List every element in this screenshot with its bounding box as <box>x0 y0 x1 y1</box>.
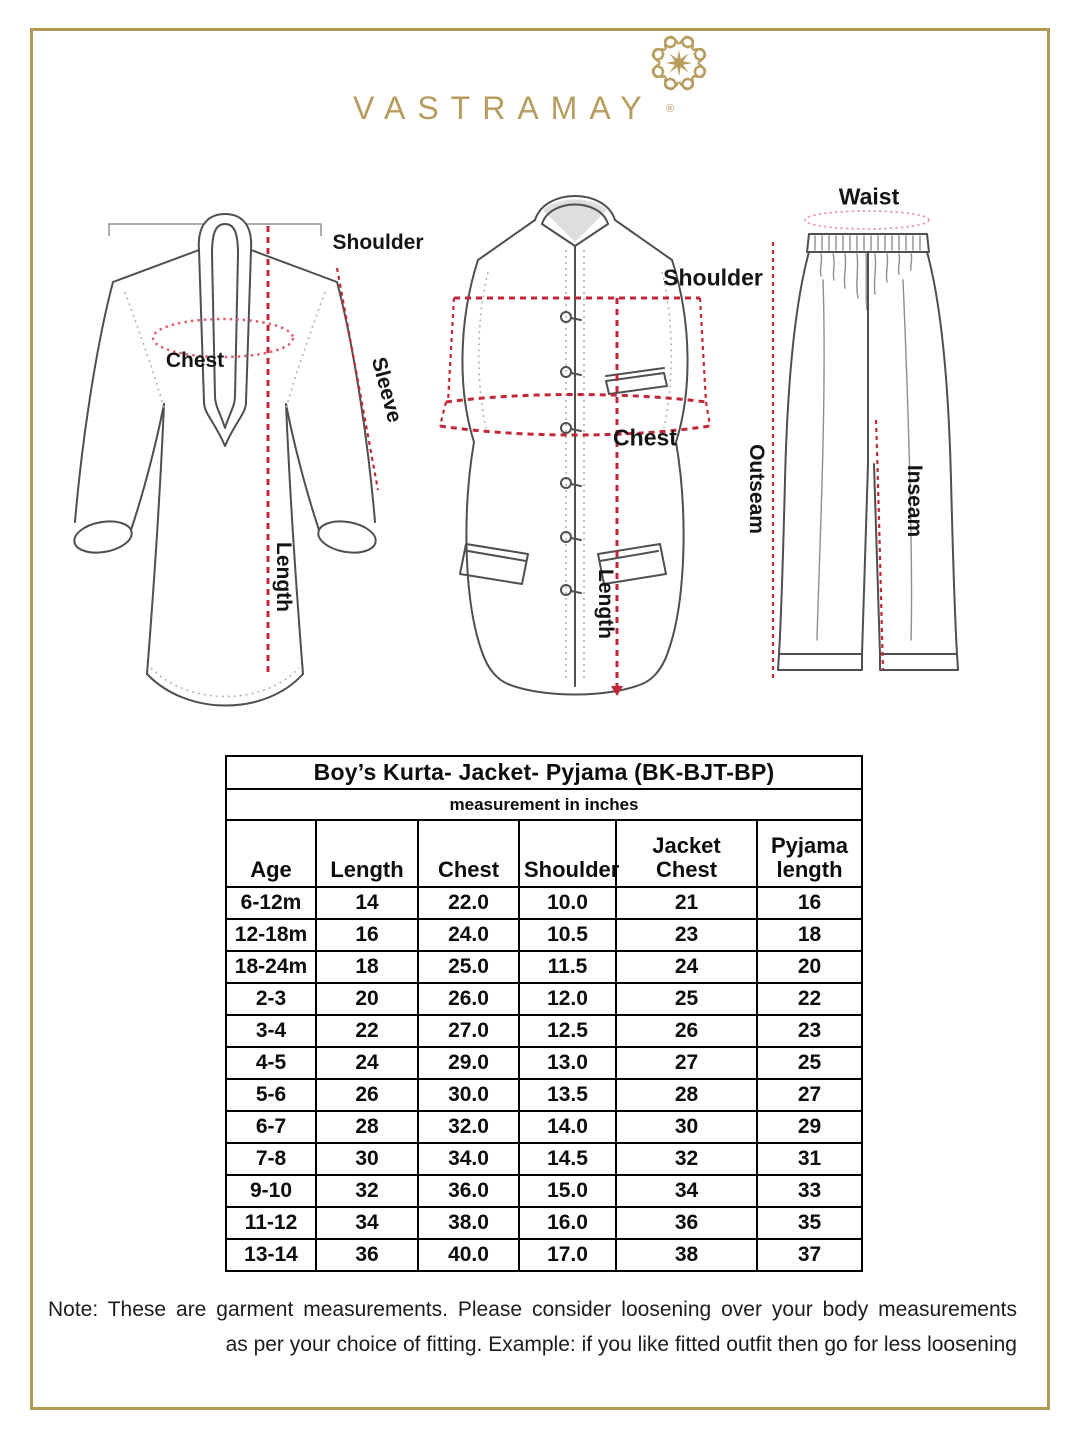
table-cell: 20 <box>316 983 418 1015</box>
table-cell: 21 <box>616 887 757 919</box>
table-cell: 32.0 <box>418 1111 519 1143</box>
table-header-row <box>226 820 862 887</box>
table-unit-note: measurement in inches <box>226 789 862 820</box>
table-cell: 5-6 <box>226 1079 316 1111</box>
table-cell: 38 <box>616 1239 757 1271</box>
table-cell: 25 <box>757 1047 862 1079</box>
table-cell: 34 <box>316 1207 418 1239</box>
table-cell: 26 <box>616 1015 757 1047</box>
table-cell: 3-4 <box>226 1015 316 1047</box>
table-row <box>226 1207 862 1239</box>
col-header-age: Age <box>226 820 316 887</box>
table-cell: 6-12m <box>226 887 316 919</box>
pyjama-diagram <box>735 180 1060 725</box>
table-cell: 22 <box>316 1015 418 1047</box>
col-header-jacket-chest: Jacket Chest <box>616 820 757 887</box>
table-cell: 31 <box>757 1143 862 1175</box>
table-cell: 13.0 <box>519 1047 616 1079</box>
table-cell: 14 <box>316 887 418 919</box>
table-cell: 23 <box>757 1015 862 1047</box>
table-row <box>226 1239 862 1271</box>
jacket-length-label: Length <box>594 569 617 639</box>
table-cell: 17.0 <box>519 1239 616 1271</box>
table-cell: 37 <box>757 1239 862 1271</box>
table-cell: 30 <box>316 1143 418 1175</box>
table-cell: 11.5 <box>519 951 616 983</box>
registered-trademark: ® <box>666 103 675 115</box>
pyjama-inseam-label: Inseam <box>903 464 926 538</box>
col-header-chest: Chest <box>418 820 519 887</box>
table-cell: 22.0 <box>418 887 519 919</box>
table-cell: 18 <box>316 951 418 983</box>
jacket-shoulder-label: Shoulder <box>663 264 763 291</box>
col-header-length: Length <box>316 820 418 887</box>
pyjama-outseam-label: Outseam <box>745 444 768 534</box>
table-row <box>226 951 862 983</box>
kurta-sleeve-label: Sleeve <box>366 354 407 425</box>
table-cell: 18 <box>757 919 862 951</box>
pyjama-waist-label: Waist <box>838 183 900 210</box>
table-cell: 25.0 <box>418 951 519 983</box>
table-cell: 4-5 <box>226 1047 316 1079</box>
table-cell: 34.0 <box>418 1143 519 1175</box>
table-cell: 25 <box>616 983 757 1015</box>
table-unit-row <box>226 789 862 820</box>
note-line-1: Note: These are garment measurements. Please consider loosening over your body measurements <box>48 1298 1017 1321</box>
table-cell: 36.0 <box>418 1175 519 1207</box>
table-cell: 30 <box>616 1111 757 1143</box>
table-cell: 10.5 <box>519 919 616 951</box>
table-cell: 16 <box>316 919 418 951</box>
brand-emblem-icon <box>646 30 712 96</box>
table-cell: 16.0 <box>519 1207 616 1239</box>
table-cell: 33 <box>757 1175 862 1207</box>
table-cell: 28 <box>616 1079 757 1111</box>
table-cell: 23 <box>616 919 757 951</box>
table-cell: 34 <box>616 1175 757 1207</box>
table-row <box>226 1015 862 1047</box>
table-cell: 26.0 <box>418 983 519 1015</box>
table-cell: 12.5 <box>519 1015 616 1047</box>
table-cell: 12.0 <box>519 983 616 1015</box>
table-cell: 40.0 <box>418 1239 519 1271</box>
table-cell: 30.0 <box>418 1079 519 1111</box>
table-row <box>226 1047 862 1079</box>
table-cell: 16 <box>757 887 862 919</box>
table-row <box>226 1143 862 1175</box>
table-title: Boy’s Kurta- Jacket- Pyjama (BK-BJT-BP) <box>226 756 862 789</box>
table-cell: 38.0 <box>418 1207 519 1239</box>
kurta-chest-label: Chest <box>165 349 225 372</box>
table-cell: 18-24m <box>226 951 316 983</box>
table-cell: 27 <box>616 1047 757 1079</box>
table-cell: 35 <box>757 1207 862 1239</box>
table-cell: 6-7 <box>226 1111 316 1143</box>
table-cell: 36 <box>616 1207 757 1239</box>
table-row <box>226 1079 862 1111</box>
size-chart-table <box>225 755 863 1272</box>
col-header-shoulder: Shoulder <box>519 820 616 887</box>
table-title-row <box>226 756 862 789</box>
table-cell: 7-8 <box>226 1143 316 1175</box>
col-header-pyjama-length: Pyjama length <box>757 820 862 887</box>
kurta-shoulder-label: Shoulder <box>332 231 424 254</box>
jacket-diagram <box>430 180 775 725</box>
table-cell: 26 <box>316 1079 418 1111</box>
table-row <box>226 1111 862 1143</box>
table-cell: 22 <box>757 983 862 1015</box>
table-cell: 9-10 <box>226 1175 316 1207</box>
table-row <box>226 983 862 1015</box>
table-cell: 14.0 <box>519 1111 616 1143</box>
table-cell: 27.0 <box>418 1015 519 1047</box>
note <box>48 1292 1017 1362</box>
table-cell: 20 <box>757 951 862 983</box>
table-cell: 28 <box>316 1111 418 1143</box>
note-line-2: as per your choice of fitting. Example: if you like fitted outfit then go for less loosening <box>225 1333 1017 1356</box>
brand-logo-text: VASTRAMAY <box>353 90 654 126</box>
table-cell: 24 <box>616 951 757 983</box>
table-cell: 11-12 <box>226 1207 316 1239</box>
table-cell: 32 <box>616 1143 757 1175</box>
table-cell: 15.0 <box>519 1175 616 1207</box>
table-cell: 14.5 <box>519 1143 616 1175</box>
kurta-length-label: Length <box>272 542 295 612</box>
table-cell: 12-18m <box>226 919 316 951</box>
table-cell: 29.0 <box>418 1047 519 1079</box>
table-cell: 32 <box>316 1175 418 1207</box>
table-cell: 24.0 <box>418 919 519 951</box>
table-cell: 13-14 <box>226 1239 316 1271</box>
jacket-chest-label: Chest <box>613 424 677 451</box>
table-cell: 29 <box>757 1111 862 1143</box>
table-row <box>226 919 862 951</box>
table-cell: 27 <box>757 1079 862 1111</box>
table-cell: 10.0 <box>519 887 616 919</box>
table-row <box>226 887 862 919</box>
table-cell: 24 <box>316 1047 418 1079</box>
table-cell: 2-3 <box>226 983 316 1015</box>
size-table-body <box>226 887 862 1271</box>
table-cell: 36 <box>316 1239 418 1271</box>
table-row <box>226 1175 862 1207</box>
table-cell: 13.5 <box>519 1079 616 1111</box>
